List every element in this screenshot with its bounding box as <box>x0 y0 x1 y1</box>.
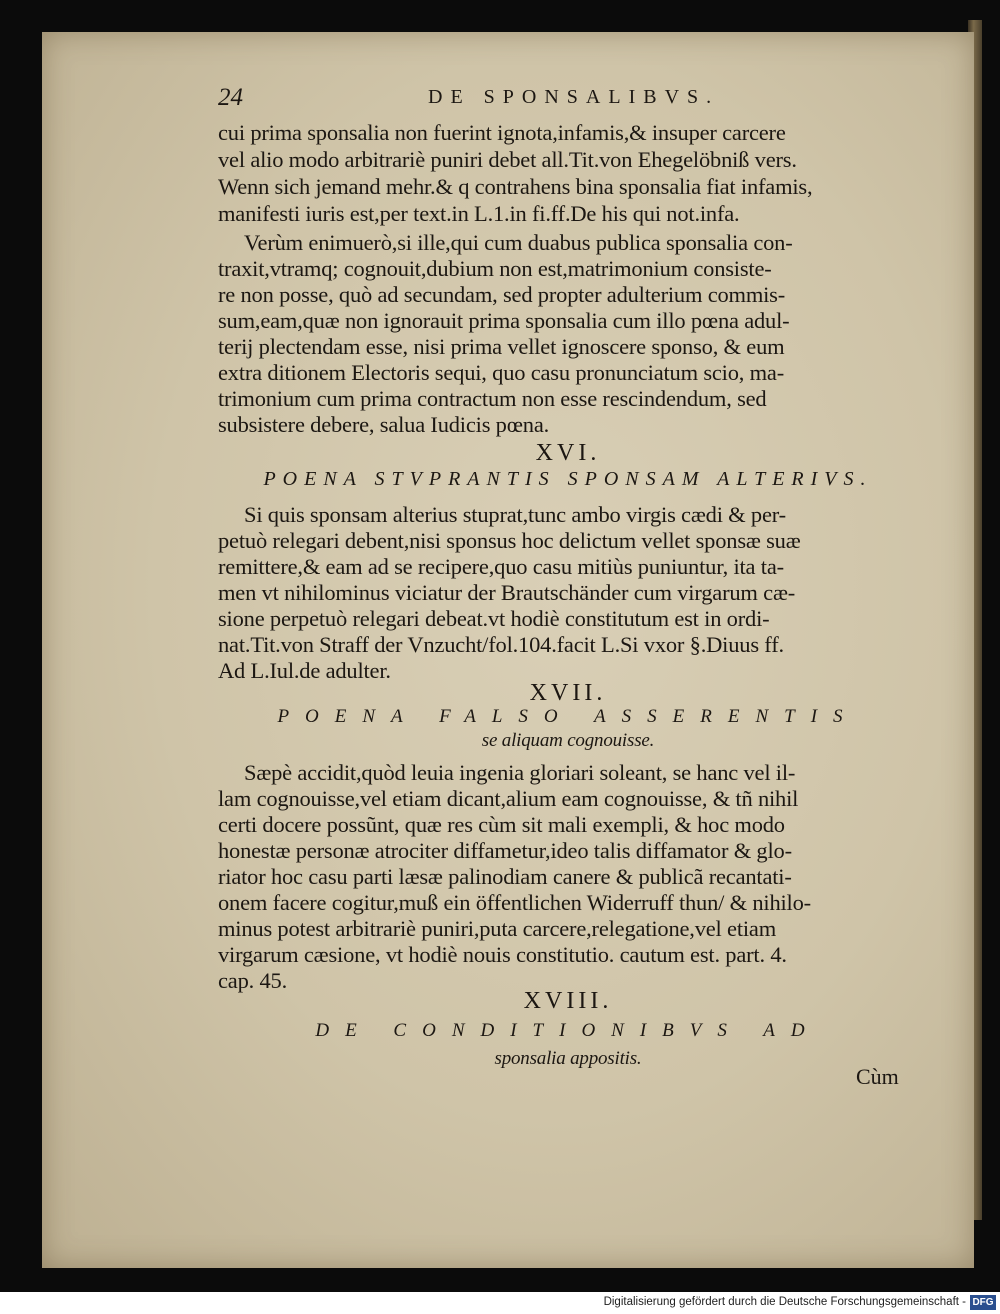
text-line: terij plectendam esse, nisi prima vellet ignoscere sponso, & eum <box>218 334 785 359</box>
funding-credit: Digitalisierung gefördert durch die Deutsche Forschungsgemeinschaft - <box>603 1296 966 1308</box>
text-line: sum,eam,quæ non ignorauit prima sponsalia cum illo pœna adul- <box>218 308 790 333</box>
section-title: DE CONDITIONIBVS AD <box>315 1020 821 1041</box>
text-line: subsistere debere, salua Iudicis pœna. <box>218 412 550 437</box>
text-line: nat.Tit.von Straff der Vnzucht/fol.104.facit L.Si vxor §.Diuus ff. <box>218 632 784 657</box>
section-subtitle: se aliquam cognouisse. <box>481 730 655 751</box>
text-line: certi docere possũnt, quæ res cùm sit mali exempli, & hoc modo <box>218 812 785 837</box>
text-line: re non posse, quò ad secundam, sed propter adulterium commis- <box>218 282 786 307</box>
text-line: Si quis sponsam alterius stuprat,tunc ambo virgis cædi & per- <box>244 502 786 527</box>
text-line: men vt nihilominus viciatur der Brautschänder cum virgarum cæ- <box>218 580 796 605</box>
text-line: Wenn sich jemand mehr.& q contrahens bina sponsalia fiat infamis, <box>218 174 813 199</box>
text-line: Ad L.Iul.de adulter. <box>218 658 391 683</box>
text-line: remittere,& eam ad se recipere,quo casu mitiùs puniuntur, ita ta- <box>218 554 784 579</box>
text-line: manifesti iuris est,per text.in L.1.in fi.ff.De his qui not.infa. <box>218 201 740 226</box>
section-title: POENA FALSO ASSERENTIS <box>277 706 859 727</box>
text-line: minus potest arbitrariè puniri,puta carcere,relegatione,vel etiam <box>218 916 777 941</box>
text-line: traxit,vtramq; cognouit,dubium non est,matrimonium consiste- <box>218 256 772 281</box>
section-title: POENA STVPRANTIS SPONSAM ALTERIVS. <box>263 468 873 490</box>
section-subtitle: sponsalia appositis. <box>494 1048 642 1069</box>
text-line: lam cognouisse,vel etiam dicant,alium eam cognouisse, & tñ nihil <box>218 786 799 811</box>
catchword: Cùm <box>856 1064 899 1089</box>
section-number: XVII. <box>529 680 607 706</box>
page-number: 24 <box>218 84 243 111</box>
text-line: honestæ personæ atrociter diffametur,ideo talis diffamator & glo- <box>218 838 792 863</box>
text-line: riator hoc casu parti læsæ palinodiam canere & publicã recantati- <box>218 864 792 889</box>
section-number: XVIII. <box>523 988 613 1014</box>
running-title: DE SPONSALIBVS. <box>428 86 720 108</box>
footer-bar <box>0 1292 1000 1314</box>
text-line: Sæpè accidit,quòd leuia ingenia gloriari soleant, se hanc vel il- <box>244 760 796 785</box>
running-head <box>218 84 954 118</box>
section-number: XVI. <box>535 440 601 466</box>
text-line: Verùm enimuerò,si ille,qui cum duabus publica sponsalia con- <box>244 230 793 255</box>
text-line: sione perpetuò relegari debeat.vt hodiè constitutum est in ordi- <box>218 606 770 631</box>
text-line: extra ditionem Electoris sequi, quo casu pronunciatum scio, ma- <box>218 360 784 385</box>
text-line: cap. 45. <box>218 968 287 993</box>
text-line: virgarum cæsione, vt hodiè nouis constitutio. cautum est. part. 4. <box>218 942 787 967</box>
text-line: vel alio modo arbitrariè puniri debet all.Tit.von Ehegelöbniß vers. <box>218 147 797 172</box>
dfg-logo-icon[interactable]: DFG <box>970 1295 996 1310</box>
text-line: trimonium cum prima contractum non esse rescindendum, sed <box>218 386 767 411</box>
text-line: onem facere cogitur,muß ein öffentlichen Widerruff thun/ & nihilo- <box>218 890 811 915</box>
text-line: petuò relegari debent,nisi sponsus hoc delictum vellet sponsæ suæ <box>218 528 801 553</box>
text-line: cui prima sponsalia non fuerint ignota,infamis,& insuper carcere <box>218 120 786 145</box>
